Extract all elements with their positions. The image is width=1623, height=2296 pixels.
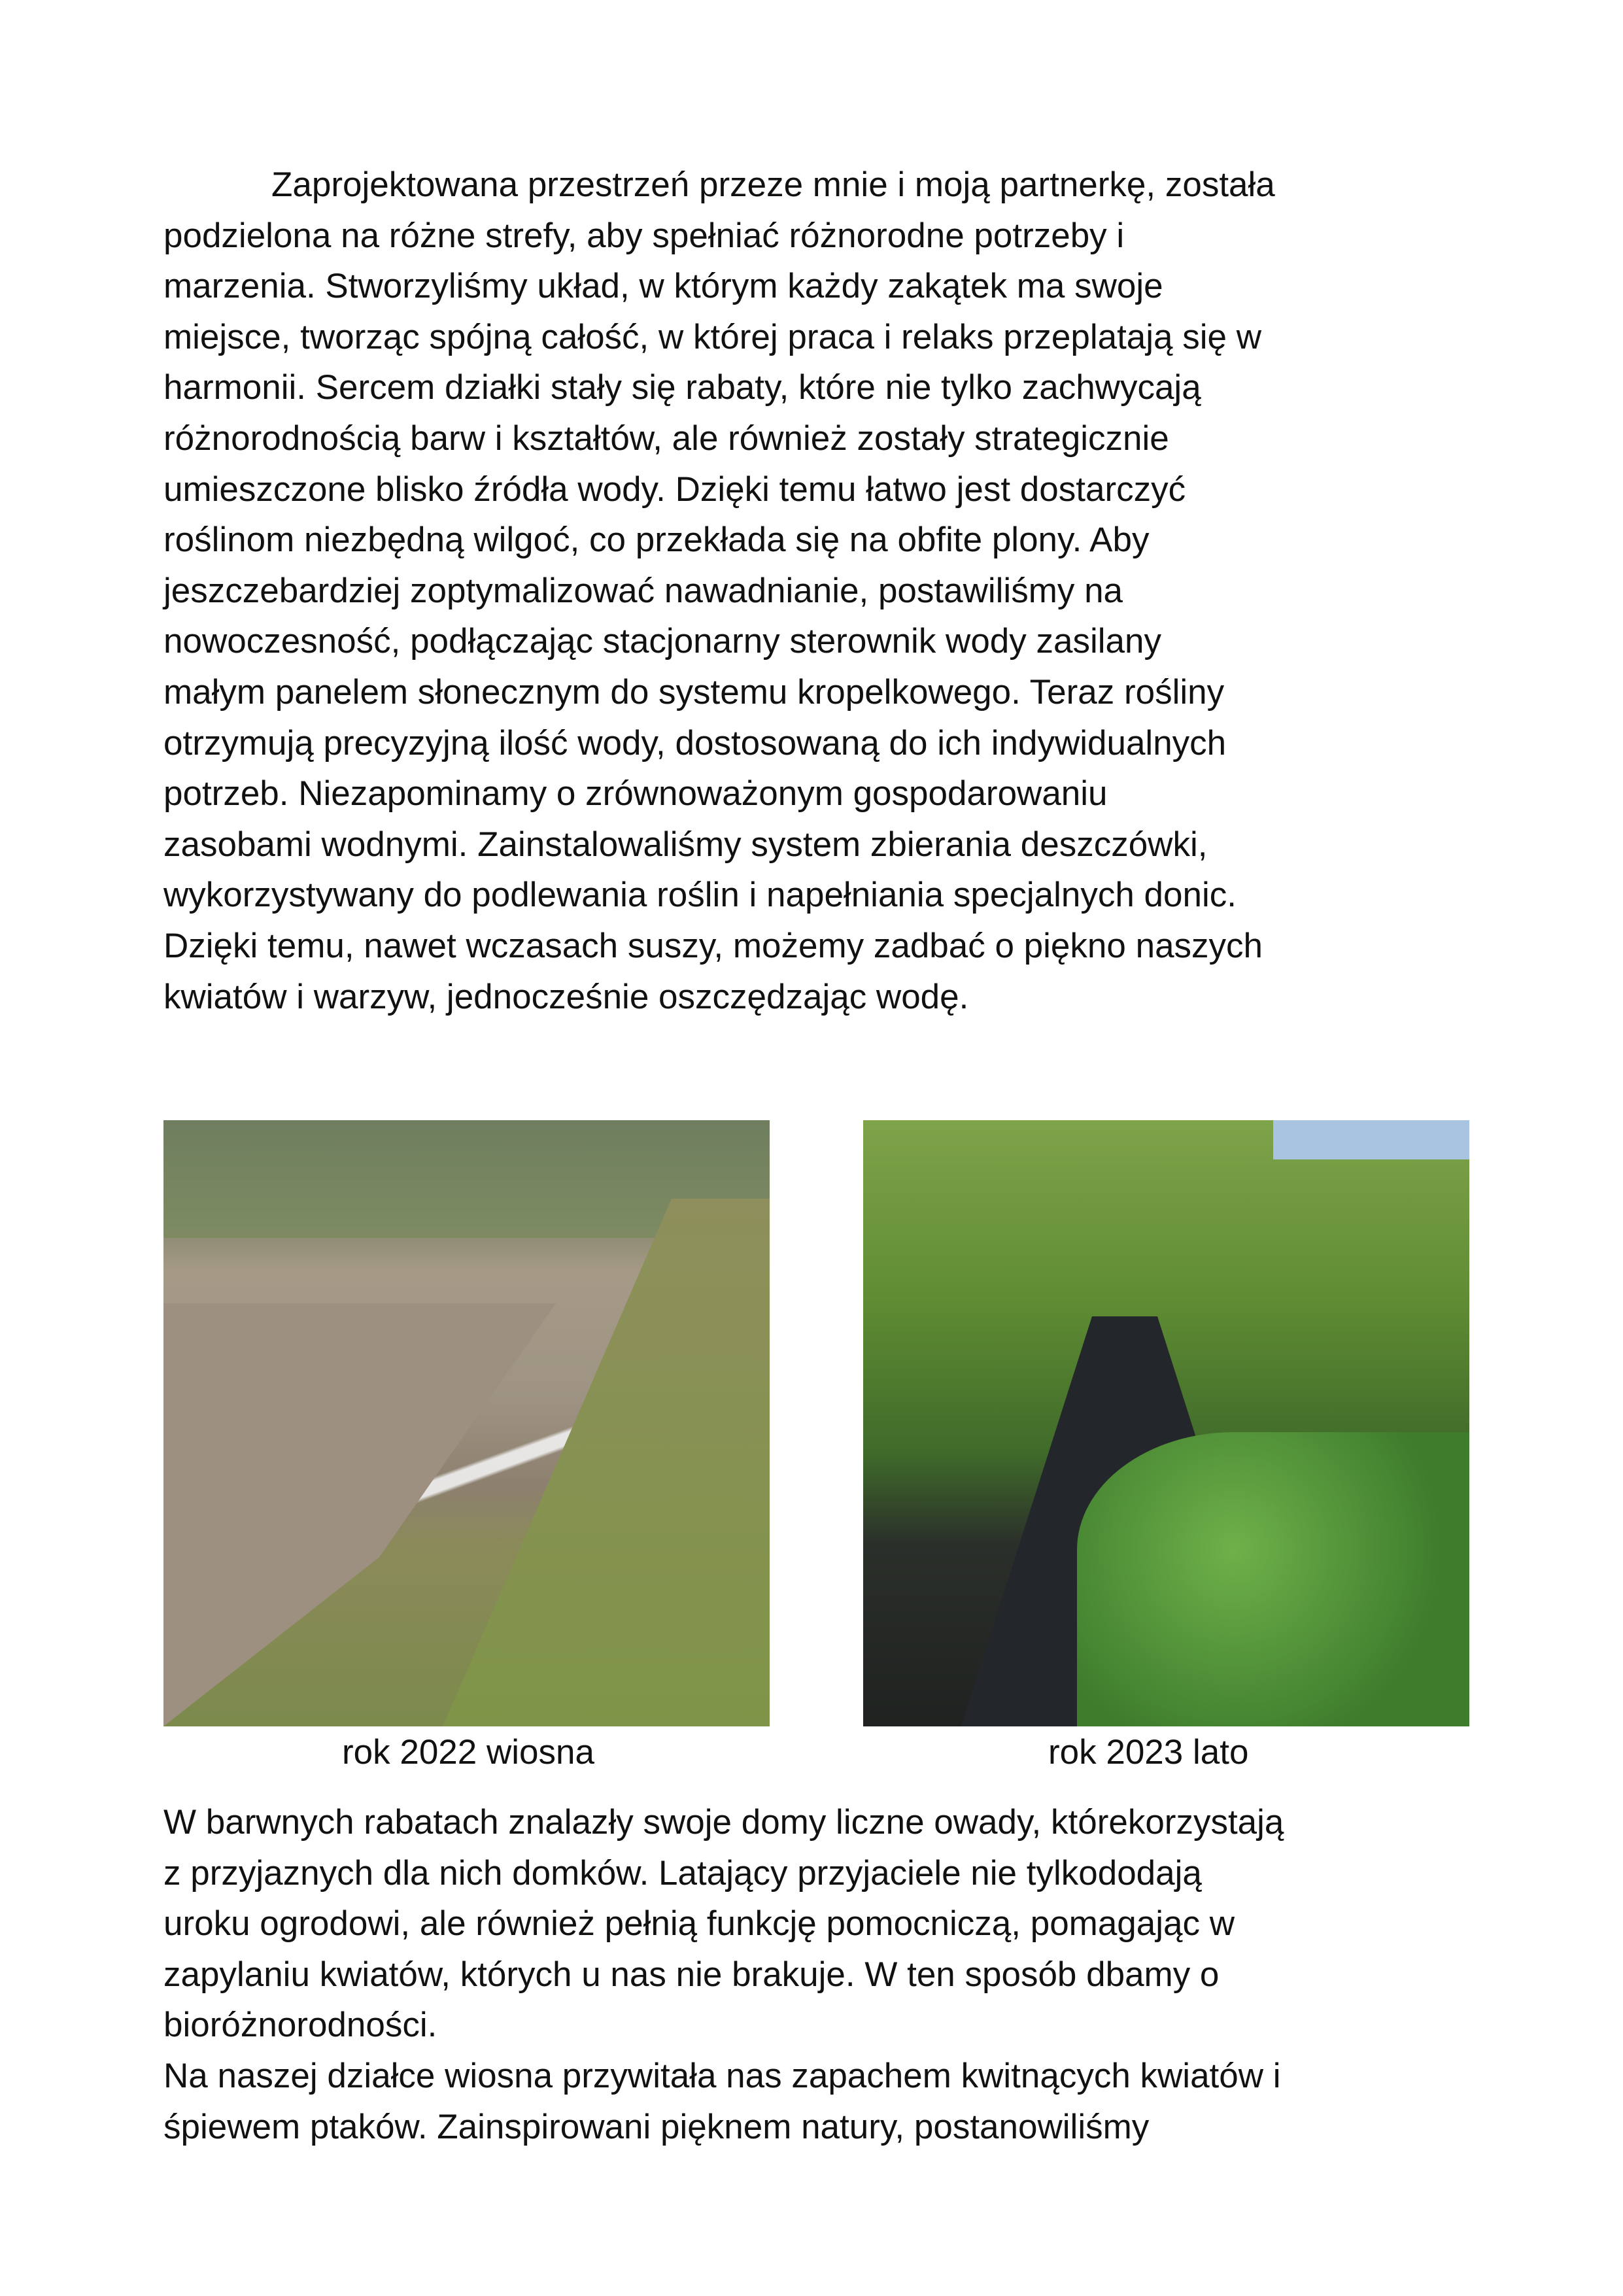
text-line: Dzięki temu, nawet wczasach suszy, możemy zadbać o piękno naszych: [163, 926, 1263, 965]
text-line: różnorodnością barw i kształtów, ale również zostały strategicznie: [163, 419, 1169, 458]
text-line: bioróżnorodności.: [163, 2006, 437, 2045]
text-line: Zaprojektowana przestrzeń przeze mnie i moją partnerkę, została: [271, 165, 1275, 204]
text-line: otrzymują precyzyjną ilość wody, dostosowaną do ich indywidualnych: [163, 723, 1227, 762]
photo-caption-left: rok 2022 wiosna: [342, 1733, 594, 1772]
text-line: Na naszej działce wiosna przywitała nas zapachem kwitnących kwiatów i: [163, 2056, 1281, 2095]
text-line: uroku ogrodowi, ale również pełnią funkcję pomocniczą, pomagając w: [163, 1904, 1235, 1944]
text-line: miejsce, tworząc spójną całość, w której praca i relaks przeplatają się w: [163, 317, 1261, 356]
text-line: W barwnych rabatach znalazły swoje domy liczne owady, którekorzystają: [163, 1803, 1284, 1842]
second-paragraph: [163, 1797, 1471, 2152]
text-line: zasobami wodnymi. Zainstalowaliśmy system zbierania deszczówki,: [163, 825, 1208, 864]
text-line: śpiewem ptaków. Zainspirowani pięknem natury, postanowiliśmy: [163, 2107, 1150, 2146]
photo-caption-right: rok 2023 lato: [1048, 1733, 1249, 1772]
text-line: harmonii. Sercem działki stały się rabaty, które nie tylko zachwycają: [163, 368, 1201, 407]
text-line: jeszczebardziej zoptymalizować nawadnianie, postawiliśmy na: [163, 571, 1123, 610]
text-line: podzielona na różne strefy, aby spełniać różnorodne potrzeby i: [163, 216, 1125, 255]
text-line: małym panelem słonecznym do systemu kropelkowego. Teraz rośliny: [163, 672, 1225, 711]
text-line: nowoczesność, podłączając stacjonarny sterownik wody zasilany: [163, 622, 1161, 661]
text-line: zapylaniu kwiatów, których u nas nie brakuje. W ten sposób dbamy o: [163, 1955, 1220, 1994]
text-line: kwiatów i warzyw, jednocześnie oszczędzając wodę.: [163, 977, 969, 1016]
photo-sky: [1273, 1120, 1469, 1159]
text-line: marzenia. Stworzyliśmy układ, w którym każdy zakątek ma swoje: [163, 267, 1163, 306]
text-line: potrzeb. Niezapominamy o zrównoważonym gospodarowaniu: [163, 774, 1108, 814]
photo-grass: [443, 1199, 770, 1726]
text-line: wykorzystywany do podlewania roślin i napełniania specjalnych donic.: [163, 876, 1237, 915]
garden-photo-2023-summer: [863, 1120, 1469, 1726]
text-line: z przyjaznych dla nich domków. Latający przyjaciele nie tylkododają: [163, 1853, 1202, 1893]
intro-paragraph: [163, 160, 1471, 1022]
photo-plants: [1077, 1432, 1469, 1726]
text-line: umieszczone blisko źródła wody. Dzięki temu łatwo jest dostarczyć: [163, 470, 1186, 509]
garden-photo-2022-spring: [163, 1120, 770, 1726]
text-line: roślinom niezbędną wilgoć, co przekłada się na obfite plony. Aby: [163, 521, 1150, 560]
